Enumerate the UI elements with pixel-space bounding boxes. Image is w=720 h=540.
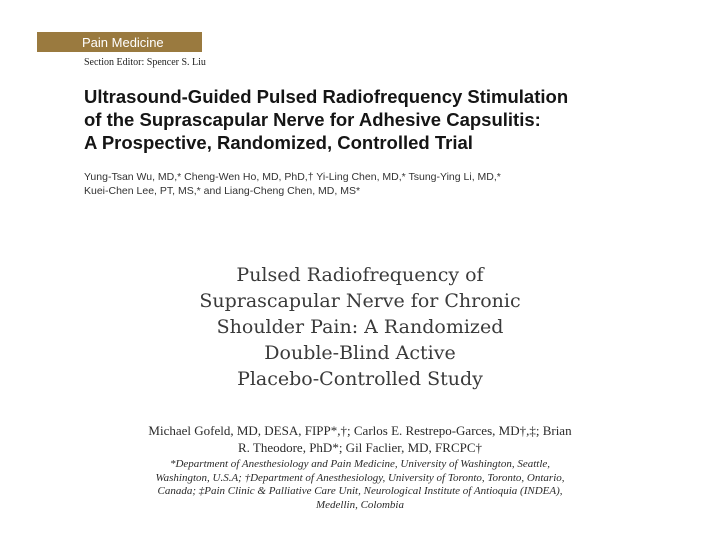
paper2-title-line: Suprascapular Nerve for Chronic	[199, 290, 521, 312]
paper2-title-line: Placebo-Controlled Study	[237, 368, 483, 390]
paper2-affiliation-line: Washington, U.S.A; †Department of Anesthesiology, University of Toronto, Toronto, Ontario,	[155, 471, 565, 484]
paper2-affiliation-line: *Department of Anesthesiology and Pain Medicine, University of Washington, Seattle,	[169, 458, 551, 470]
paper2-affiliations	[90, 458, 630, 512]
paper2-affiliation-line: Canada; ‡Pain Clinic & Palliative Care Unit, Neurological Institute of Antioquia (INDEA),	[157, 485, 563, 497]
paper2-authors	[80, 422, 640, 456]
paper2-author-line: R. Theodore, PhD*; Gil Faclier, MD, FRCPC†	[237, 440, 483, 455]
paper1-title-line: of the Suprascapular Nerve for Adhesive Capsulitis:	[84, 109, 541, 130]
section-editor: Section Editor: Spencer S. Liu	[84, 57, 206, 68]
paper2-affiliation-line: Medellin, Colombia	[316, 498, 404, 511]
paper1-author-line: Yung-Tsan Wu, MD,* Cheng-Wen Ho, MD, PhD,† Yi-Ling Chen, MD,* Tsung-Ying Li, MD,*	[84, 171, 501, 183]
paper1-author-line: Kuei-Chen Lee, PT, MS,* and Liang-Cheng Chen, MD, MS*	[84, 185, 361, 197]
paper2-title-line: Shoulder Pain: A Randomized	[216, 316, 504, 338]
paper1-title-line: A Prospective, Randomized, Controlled Trial	[84, 132, 473, 153]
paper2-title	[120, 262, 600, 392]
paper1-title	[84, 85, 684, 154]
paper2-author-line: Michael Gofeld, MD, DESA, FIPP*,†; Carlos E. Restrepo-Garces, MD†,‡; Brian	[148, 423, 572, 438]
paper1-title-line: Ultrasound-Guided Pulsed Radiofrequency Stimulation	[84, 86, 569, 107]
paper2-title-line: Pulsed Radiofrequency of	[236, 264, 484, 286]
paper1-authors	[84, 170, 644, 198]
paper2-title-line: Double-Blind Active	[264, 342, 456, 364]
section-banner	[37, 32, 202, 52]
section-label: Pain Medicine	[82, 35, 164, 50]
